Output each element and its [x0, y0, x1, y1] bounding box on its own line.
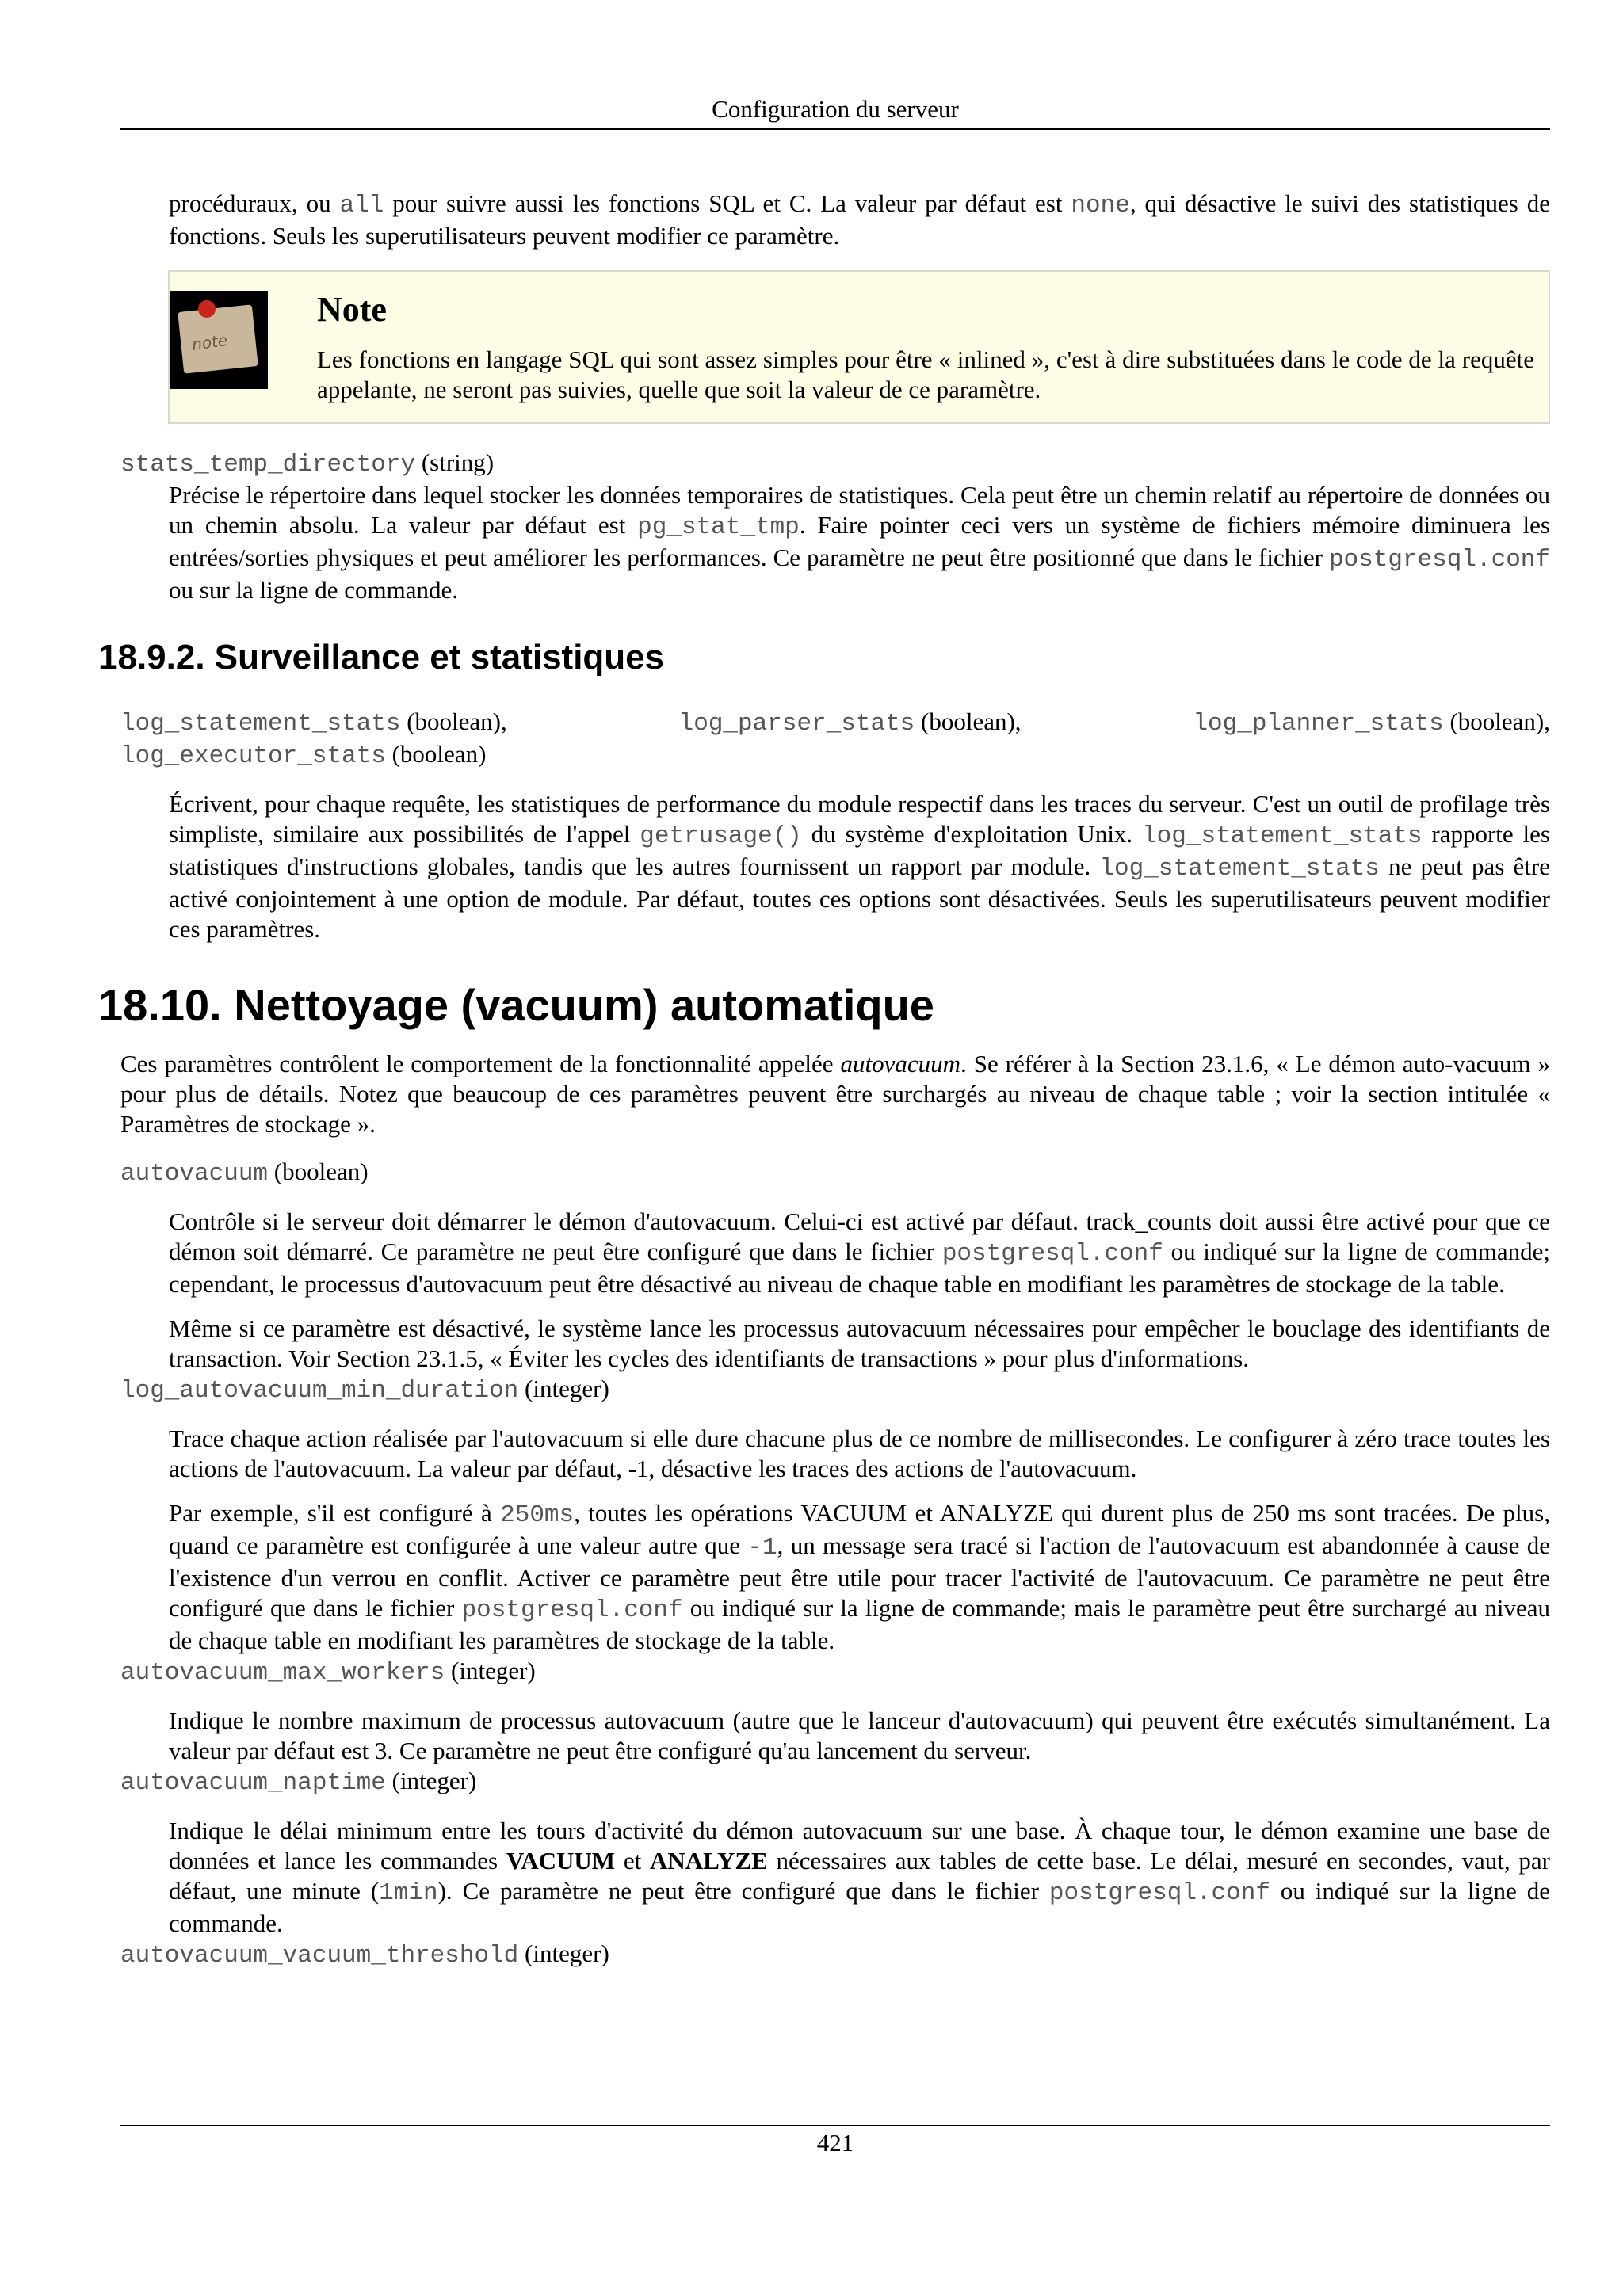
log-autovacuum-description-2: Par exemple, s'il est configuré à 250ms, toutes les opérations VACUUM et ANALYZE qui durent plus de 250 ms sont tracées. De plus, quand ce paramètre est configurée à une valeur autre que -1, un message sera tracé si l'action de l'autovacuum est abandonnée à cause de l'existence d'un verrou en conflit. Activer ce paramètre peut être utile pour tracer l'activité de l'autovacuum. Ce paramètre ne peut être configuré que dans le fichier postgresql.conf ou indiqué sur la ligne de commande; mais le paramètre peut être surchargé au niveau de chaque table en modifiant les paramètres de stockage de la table. [169, 1499, 1550, 1654]
note-box [168, 270, 1550, 424]
log-autovacuum-description-1: Trace chaque action réalisée par l'autovacuum si elle dure chacune plus de ce nombre de millisecondes. Le configurer à zéro trace toutes les actions de l'autovacuum. La valeur par défaut, -1, désactive les traces des actions de l'autovacuum. [169, 1425, 1550, 1482]
running-header: Configuration du serveur [712, 95, 959, 123]
footer-rule [120, 2125, 1550, 2126]
term-autovacuum-max-workers: autovacuum_max_workers (integer) [120, 1657, 536, 1687]
term-autovacuum-vacuum-threshold: autovacuum_vacuum_threshold (integer) [120, 1939, 609, 1970]
autovacuum-description-1: Contrôle si le serveur doit démarrer le démon d'autovacuum. Celui-ci est activé par défaut. track_counts doit aussi être activé pour que ce démon soit démarré. Ce paramètre ne peut être configuré que dans le fichier postgresql.conf ou indiqué sur la ligne de commande; cependant, le processus d'autovacuum peut être désactivé au niveau de chaque table en modifiant les paramètres de stockage de la table. [169, 1207, 1550, 1298]
page-content [98, 189, 1550, 1971]
note-icon: note [170, 291, 268, 389]
term-log-stats-row: log_statement_stats (boolean), log_parser_stats (boolean), log_planner_stats (boolean), [120, 707, 1550, 738]
note-title: Note [317, 290, 387, 329]
term-log-autovacuum-min-duration: log_autovacuum_min_duration (integer) [120, 1375, 609, 1405]
section-18-10-intro: Ces paramètres contrôlent le comportement de la fonctionnalité appelée autovacuum. Se référer à la Section 23.1.6, « Le démon auto-vacuum » pour plus de détails. Notez que beaucoup de ces paramètres peuvent être surchargés au niveau de chaque table ; voir la section intitulée « Paramètres de stockage ». [120, 1050, 1550, 1138]
intro-paragraph: procéduraux, ou all pour suivre aussi les fonctions SQL et C. La valeur par défaut est none, qui désactive le suivi des statistiques de fonctions. Seuls les superutilisateurs peuvent modifier ce paramètre. [169, 189, 1550, 250]
note-text: Les fonctions en langage SQL qui sont assez simples pour être « inlined », c'est à dire substituées dans le code de la requête appelante, ne seront pas suivies, quelle que soit la valeur de ce paramètre. [317, 345, 1534, 403]
header-rule [120, 128, 1550, 130]
term-autovacuum: autovacuum (boolean) [120, 1158, 369, 1188]
stats-temp-description: Précise le répertoire dans lequel stocker les données temporaires de statistiques. Cela peut être un chemin relatif au répertoire de données ou un chemin absolu. La valeur par défaut est pg_stat_tmp. Faire pointer ceci vers un système de fichiers mémoire diminuera les entrées/sorties physiques et peut améliorer les performances. Ce paramètre ne peut être positionné que dans le fichier postgresql.conf ou sur la ligne de commande. [169, 481, 1550, 604]
term-stats-temp-directory: stats_temp_directory (string) [120, 448, 495, 479]
page-number: 421 [816, 2129, 854, 2157]
log-stats-description: Écrivent, pour chaque requête, les statistiques de performance du module respectif dans les traces du serveur. C'est un outil de profilage très simpliste, similaire aux possibilités de l'appel getrusage() du système d'exploitation Unix. log_statement_stats rapporte les statistiques d'instructions globales, tandis que les autres fournissent un rapport par module. log_statement_stats ne peut pas être activé conjointement à une option de module. Par défaut, toutes ces options sont désactivées. Seuls les superutilisateurs peuvent modifier ces paramètres. [169, 790, 1550, 943]
term-autovacuum-naptime: autovacuum_naptime (integer) [120, 1767, 477, 1797]
section-heading-18-10: 18.10. Nettoyage (vacuum) automatique [98, 980, 934, 1030]
autovacuum-naptime-description: Indique le délai minimum entre les tours d'activité du démon autovacuum sur une base. À chaque tour, le démon examine une base de données et lance les commandes VACUUM et ANALYZE nécessaires aux tables de cette base. Le délai, mesuré en secondes, vaut, par défaut, une minute (1min). Ce paramètre ne peut être configuré que dans le fichier postgresql.conf ou indiqué sur la ligne de commande. [169, 1817, 1550, 1937]
section-heading-18-9-2: 18.9.2. Surveillance et statistiques [98, 638, 665, 677]
autovacuum-description-2: Même si ce paramètre est désactivé, le système lance les processus autovacuum nécessaires pour empêcher le bouclage des identifiants de transaction. Voir Section 23.1.5, « Éviter les cycles des identifiants de transactions » pour plus d'informations. [169, 1314, 1550, 1372]
autovacuum-max-workers-description: Indique le nombre maximum de processus autovacuum (autre que le lanceur d'autovacuum) qui peuvent être exécutés simultanément. La valeur par défaut est 3. Ce paramètre ne peut être configuré qu'au lancement du serveur. [169, 1707, 1550, 1764]
term-log-executor-stats: log_executor_stats (boolean) [120, 740, 487, 770]
